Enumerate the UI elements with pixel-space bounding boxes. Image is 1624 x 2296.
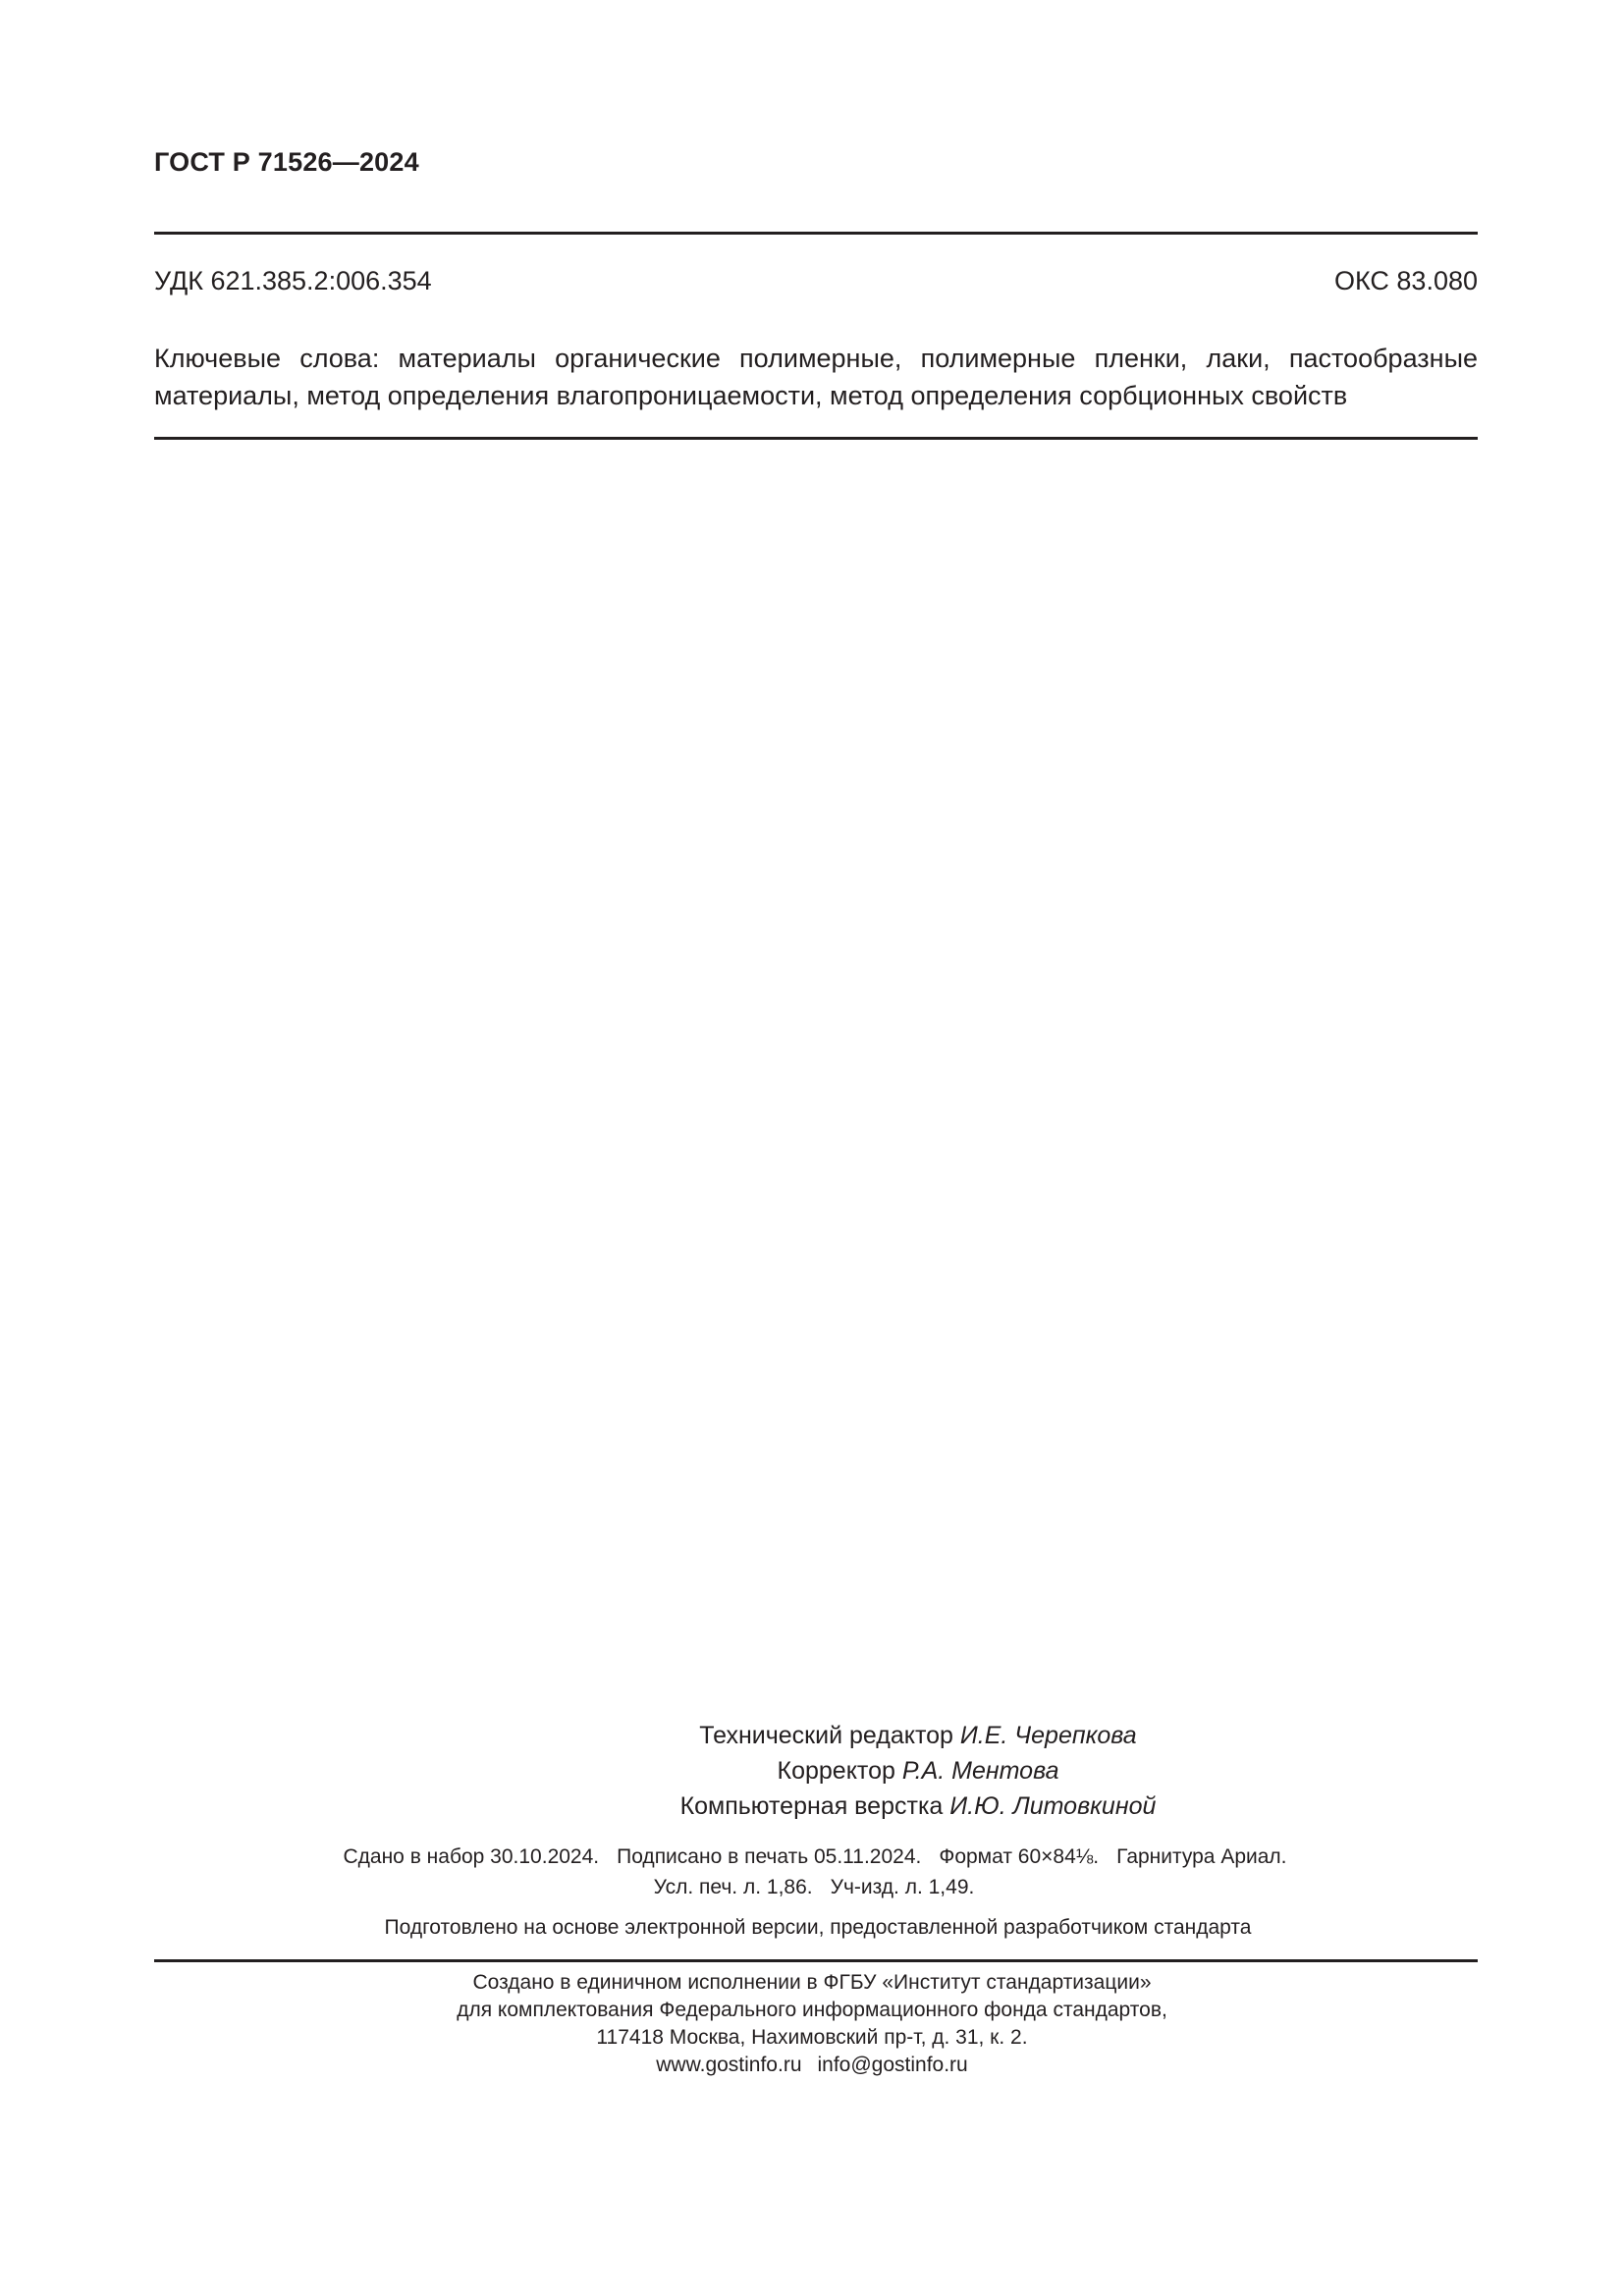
submitted-date: Сдано в набор 30.10.2024. xyxy=(343,1845,600,1868)
signed-date: Подписано в печать 05.11.2024. xyxy=(617,1845,922,1868)
keywords-divider xyxy=(154,437,1478,440)
website-link[interactable]: www.gostinfo.ru xyxy=(656,2054,802,2076)
layout-line xyxy=(0,1789,1624,1824)
print-sheets: Усл. печ. л. 1,86. xyxy=(653,1876,813,1898)
udc-code: УДК 621.385.2:006.354 xyxy=(154,266,432,295)
top-divider xyxy=(154,232,1478,235)
tech-editor-name: И.Е. Черепкова xyxy=(959,1722,1137,1749)
publisher-block xyxy=(0,1969,1624,2079)
classification-row xyxy=(154,266,1478,296)
imprint-row-1 xyxy=(0,1842,1624,1872)
credits-block xyxy=(0,1718,1624,1824)
layout-label: Компьютерная верстка xyxy=(679,1792,944,1820)
tech-editor-label: Технический редактор xyxy=(699,1722,953,1749)
corrector-name: Р.А. Ментова xyxy=(901,1757,1059,1785)
keywords-paragraph: Ключевые слова: материалы органические полимерные, полимерные пленки, лаки, пастообразные материалы, метод определения влагопроницаемости, метод определения сорбционных свойств xyxy=(154,344,1478,410)
imprint-row-2 xyxy=(0,1872,1624,1902)
corrector-line xyxy=(0,1753,1624,1789)
publisher-divider xyxy=(154,1959,1478,1962)
email-link[interactable]: info@gostinfo.ru xyxy=(817,2054,968,2076)
imprint-block xyxy=(0,1842,1624,1902)
oks-code: ОКС 83.080 xyxy=(1333,266,1478,295)
layout-name: И.Ю. Литовкиной xyxy=(949,1792,1157,1820)
publisher-contacts xyxy=(0,2052,1624,2079)
prepared-note: Подготовлено на основе электронной версии, предоставленной разработчиком стандарта xyxy=(384,1916,1252,1939)
typeface: Гарнитура Ариал. xyxy=(1116,1845,1287,1868)
standard-code: ГОСТ Р 71526—2024 xyxy=(154,147,419,177)
edition-sheets: Уч-изд. л. 1,49. xyxy=(830,1876,975,1898)
corrector-label: Корректор xyxy=(777,1757,895,1785)
publisher-line-1: Создано в единичном исполнении в ФГБУ «Институт стандартизации» xyxy=(472,1971,1152,1994)
publisher-line-2: для комплектования Федерального информационного фонда стандартов, xyxy=(457,1999,1167,2021)
paper-format: Формат 60×84⅛. xyxy=(939,1845,1100,1868)
publisher-address: 117418 Москва, Нахимовский пр-т, д. 31, к. 2. xyxy=(596,2026,1028,2049)
tech-editor-line xyxy=(0,1718,1624,1753)
